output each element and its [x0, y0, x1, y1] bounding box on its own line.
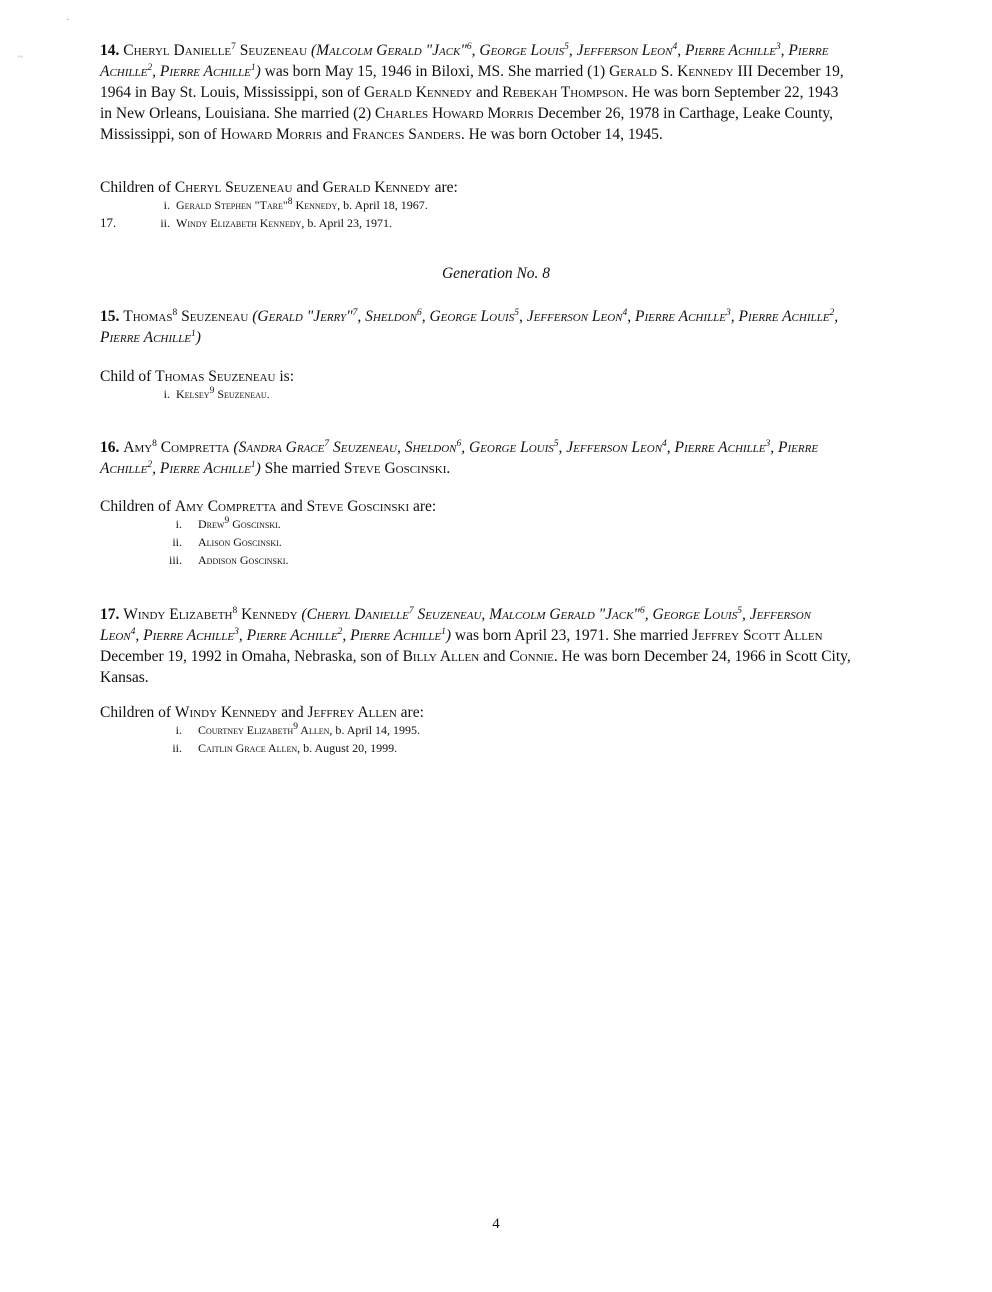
lineage: (Gerald "Jerry"$^7$, Sheldon$^6$, George Louis$^5$, Jefferson Leon$^4$, Pierre Achille$^3$, Pierre Achille$^2$, Pierre Achille$^1$) — [100, 307, 839, 346]
parent-name: Frances Sanders — [352, 126, 461, 143]
entry-text: and — [472, 84, 503, 101]
page-number: 4 — [492, 1216, 500, 1232]
lineage: (Sandra Grace$^7$ Seuzeneau, Sheldon$^6$, George Louis$^5$, Jefferson Leon$^4$, Pierre Achille$^3$, Pierre Achille$^2$, Pierre Achille$^1$) — [100, 438, 819, 477]
entry-text: was born May 15, 1946 in Biloxi, MS. She married (1) — [260, 63, 610, 80]
entry-text: . — [446, 460, 451, 477]
entry-text: and — [479, 648, 510, 665]
lineage: (Malcolm Gerald "Jack"$^6$, George Louis$^5$, Jefferson Leon$^4$, Pierre Achille$^3$, Pierre Achille$^2$, Pierre Achille$^1$) — [100, 41, 829, 80]
person-given-name: Amy — [123, 439, 153, 456]
parent-name: Howard Morris — [220, 126, 323, 143]
person-surname: Seuzeneau — [181, 308, 249, 325]
person-surname: Kennedy — [241, 606, 298, 623]
entry-text: She married — [260, 460, 344, 477]
generation-superscript: 8 — [232, 605, 238, 616]
parent-name: Rebekah Thompson — [502, 84, 625, 101]
children-heading: Children of Windy Kennedy and Jeffrey Allen are: — [100, 704, 424, 721]
entry-text: . He was born December 24, 1966 in Scott City, Kansas. — [100, 648, 851, 686]
scan-mark: ~ — [18, 52, 24, 63]
entry-text: was born April 23, 1971. She married — [451, 627, 693, 644]
parent-name: Billy Allen — [402, 648, 480, 665]
parent-name: Gerald Kennedy — [363, 84, 473, 101]
entry-16 — [100, 437, 852, 479]
entry-text: December 19, 1992 in Omaha, Nebraska, son of — [100, 648, 403, 665]
generation-superscript: 8 — [172, 307, 178, 318]
entry-number: 14. — [100, 42, 120, 59]
parent-name: Connie — [509, 648, 554, 665]
children-heading: Child of Thomas Seuzeneau is: — [100, 368, 295, 385]
entry-text: and — [322, 126, 353, 143]
entry-number: 15. — [100, 308, 120, 325]
document-page: - ~ 14. Cheryl Danielle$^7$ Seuzeneau (Malcolm Gerald "Jack"$^6$, George Louis$^5$, Jefferson Leon$^4$, Pierre Achille$^3$, Pierre Achille$^2$, Pierre Achille$^1$) was born May 15, 1946 in Biloxi, MS. She married (1) Gerald S. Kennedy III December 19, 1964 in Bay St. Louis, Mississippi, son of Gerald Kennedy and Rebekah Thompson. He was born September 22, 1943 in New Orleans, Louisiana. She married (2) Charles Howard Morris December 26, 1978 in Carthage, Leake County, Mississippi, son of Howard Morris and Frances Sanders. He was born October 14, 1945. Children of Cheryl Seuzeneau and Gerald Kennedy are: i. Gerald Stephen "Tare"$^8$ Kennedy, b. April 18, 1967. 17. ii. Windy Elizabeth Kennedy, b. April 23, 1971. Generation No. 8 15. Thomas$^8$ Seuzeneau (Gerald "Jerry"$^7$, Sheldon$^6$, George Louis$^5$, Jefferson Leon$^4$, Pierre Achille$^3$, Pierre Achille$^2$, Pierre Achille$^1$) Child of Thomas Seuzeneau is: i. Kelsey$^9$ Seuzeneau. 16. Amy$^8$ Compretta (Sandra Grace$^7$ Seuzeneau, Sheldon$^6$, George Louis$^5$, Jefferson Leon$^4$, Pierre Achille$^3$, Pierre Achille$^2$, Pierre Achille$^1$) She married Steve Goscinski. Children of Amy Compretta and Steve Goscinski are: i. Drew$^9$ Goscinski. ii. Alison Goscinski. iii. Addison Goscinski. 17. Windy Elizabeth$^8$ Kennedy (Cheryl Danielle$^7$ Seuzeneau, Malcolm Gerald "Jack"$^6$, George Louis$^5$, Jefferson Leon$^4$, Pierre Achille$^3$, Pierre Achille$^2$, Pierre Achille$^1$) was born April 23, 1971. She married Jeffrey Scott Allen December 19, 1992 in Omaha, Nebraska, son of Billy Allen and Connie. He was born December 24, 1966 in Scott City, Kansas. Children of Windy Kennedy and Jeffrey Allen are: i. Courtney Elizabeth$^9$ Allen, b. April 14, 1995. ii. Caitlin Grace Allen, b. August 20, 1999. 4 — [0, 0, 992, 1292]
person-given-name: Thomas — [123, 308, 173, 325]
scan-mark: - — [66, 14, 70, 25]
spouse-name: Jeffrey Scott Allen — [692, 627, 823, 644]
generation-superscript: 8 — [152, 438, 157, 449]
person-surname: Compretta — [160, 439, 230, 456]
entry-15 — [100, 306, 852, 348]
entry-number: 17. — [100, 606, 120, 623]
child-reference-number: 17. — [100, 215, 117, 230]
spouse-name: Gerald S. Kennedy — [609, 63, 734, 80]
generation-superscript: 7 — [231, 41, 236, 52]
entry-17 — [100, 604, 852, 688]
entry-14 — [100, 40, 852, 145]
children-heading: Children of Amy Compretta and Steve Goscinski are: — [100, 498, 437, 515]
spouse-name: Charles Howard Morris — [375, 105, 534, 122]
entry-number: 16. — [100, 439, 120, 456]
entry-text: December 26, 1978 in Carthage, Leake County, Mississippi, son of — [100, 105, 834, 143]
generation-heading: Generation No. 8 — [441, 265, 551, 282]
spouse-name: Steve Goscinski — [343, 460, 447, 477]
entry-text: . He was born October 14, 1945. — [460, 126, 663, 143]
person-given-name: Cheryl Danielle — [123, 42, 232, 59]
lineage: (Cheryl Danielle$^7$ Seuzeneau, Malcolm Gerald "Jack"$^6$, George Louis$^5$, Jefferson Leon$^4$, Pierre Achille$^3$, Pierre Achille$^2$, Pierre Achille$^1$) — [100, 605, 811, 644]
person-given-name: Windy Elizabeth — [123, 606, 233, 623]
entry-text: . He was born September 22, 1943 in New Orleans, Louisiana. She married (2) — [100, 84, 839, 122]
person-surname: Seuzeneau — [239, 42, 308, 59]
entry-text: III December 19, 1964 in Bay St. Louis, Mississippi, son of — [100, 63, 844, 101]
children-heading: Children of Cheryl Seuzeneau and Gerald Kennedy are: — [100, 179, 458, 196]
